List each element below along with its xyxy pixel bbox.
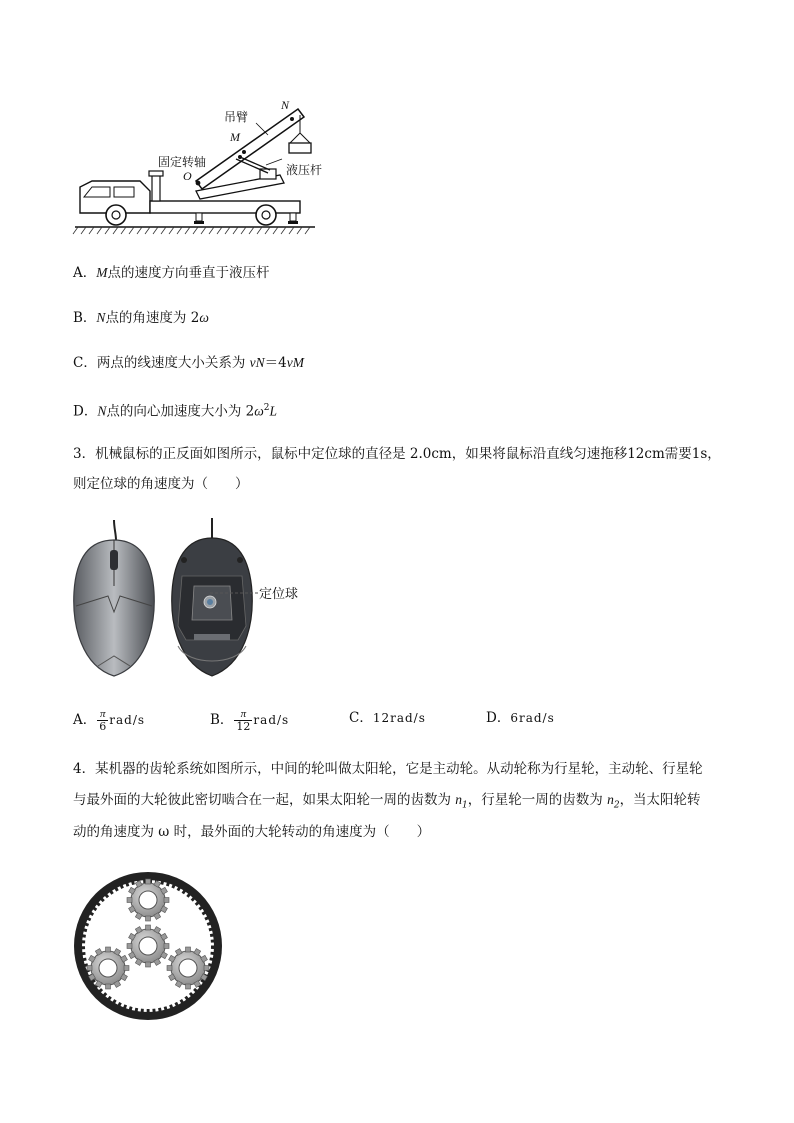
q3-stem-line1: 3．机械鼠标的正反面如图所示，鼠标中定位球的直径是 2.0cm，如果将鼠标沿直线匀速拖移12cm需要1s， [73, 446, 721, 462]
label-positioning-ball: 定位球 [259, 587, 299, 602]
option-text: 6rad/s [510, 711, 555, 725]
q4-stem-line3: 动的角速度为 ω 时，最外面的大轮转动的角速度为（ ） [73, 824, 431, 840]
option-prefix: A． [73, 265, 97, 281]
label-fixed-axis: 固定转轴 [158, 155, 207, 169]
omega: ω [254, 403, 264, 419]
label-boom: 吊臂 [224, 110, 249, 124]
fraction [97, 708, 108, 733]
mouse-front-figure [68, 516, 160, 682]
option-prefix: C．两点的线速度大小关系为 [73, 355, 250, 371]
subscript: 1 [462, 800, 468, 811]
pointer-line [210, 590, 260, 596]
unit: rad/s [253, 713, 290, 727]
var-m: M [96, 265, 108, 280]
q2-option-a [73, 263, 270, 283]
var-n: N [96, 310, 106, 325]
option-prefix: A． [73, 712, 97, 728]
option-prefix: B． [210, 712, 234, 728]
option-text: 点的向心加速度大小为 2 [106, 403, 255, 420]
q2-option-c [73, 353, 304, 373]
superscript: 2 [263, 403, 270, 413]
var-n: N [97, 403, 107, 419]
label-point-o: O [183, 169, 192, 183]
option-prefix: B． [73, 310, 97, 326]
stem-text: ，当太阳轮转 [619, 792, 701, 808]
q4-stem-line2 [73, 790, 701, 816]
denominator: 12 [236, 720, 251, 733]
mouse-back-figure [168, 516, 256, 682]
q3-stem-line2: 则定位球的角速度为（ ） [73, 476, 249, 492]
stem-text: 与最外面的大轮彼此密切啮合在一起，如果太阳轮一周的齿数为 [73, 792, 456, 808]
var-vn: vN [249, 355, 265, 370]
q3-option-b [210, 708, 289, 733]
var-n1: n [455, 792, 463, 807]
q2-option-b [73, 308, 209, 328]
option-text: 点的角速度为 2 [105, 310, 200, 326]
numerator: π [234, 708, 252, 721]
q4-stem-line1: 4．某机器的齿轮系统如图所示，中间的轮叫做太阳轮，它是主动轮。从动轮称为行星轮，主动轮、行星轮 [73, 761, 703, 777]
numerator: π [97, 708, 108, 721]
stem-text: ，行星轮一周的齿数为 [467, 792, 608, 808]
var-n2: n [607, 792, 614, 807]
fraction [234, 708, 252, 733]
omega: ω [199, 310, 209, 325]
unit: rad/s [109, 713, 146, 727]
label-point-n: N [281, 98, 290, 112]
option-eq: ＝4 [264, 355, 287, 371]
option-prefix: D． [486, 710, 511, 726]
var-vm: vM [286, 355, 304, 370]
option-prefix: D． [73, 403, 98, 420]
q3-option-c [349, 708, 426, 728]
option-text: 12rad/s [372, 711, 426, 725]
option-text: 点的速度方向垂直于液压杆 [107, 265, 270, 281]
gear-system-figure [72, 870, 224, 1022]
option-prefix: C． [349, 710, 373, 726]
label-point-m: M [230, 130, 240, 144]
label-hydraulic-rod: 液压杆 [286, 163, 323, 177]
q3-option-d [486, 708, 555, 728]
denominator: 6 [99, 720, 107, 733]
subscript: 2 [613, 800, 620, 811]
var-l: L [269, 403, 278, 419]
q3-option-a [73, 708, 145, 733]
q2-option-d [73, 398, 277, 422]
